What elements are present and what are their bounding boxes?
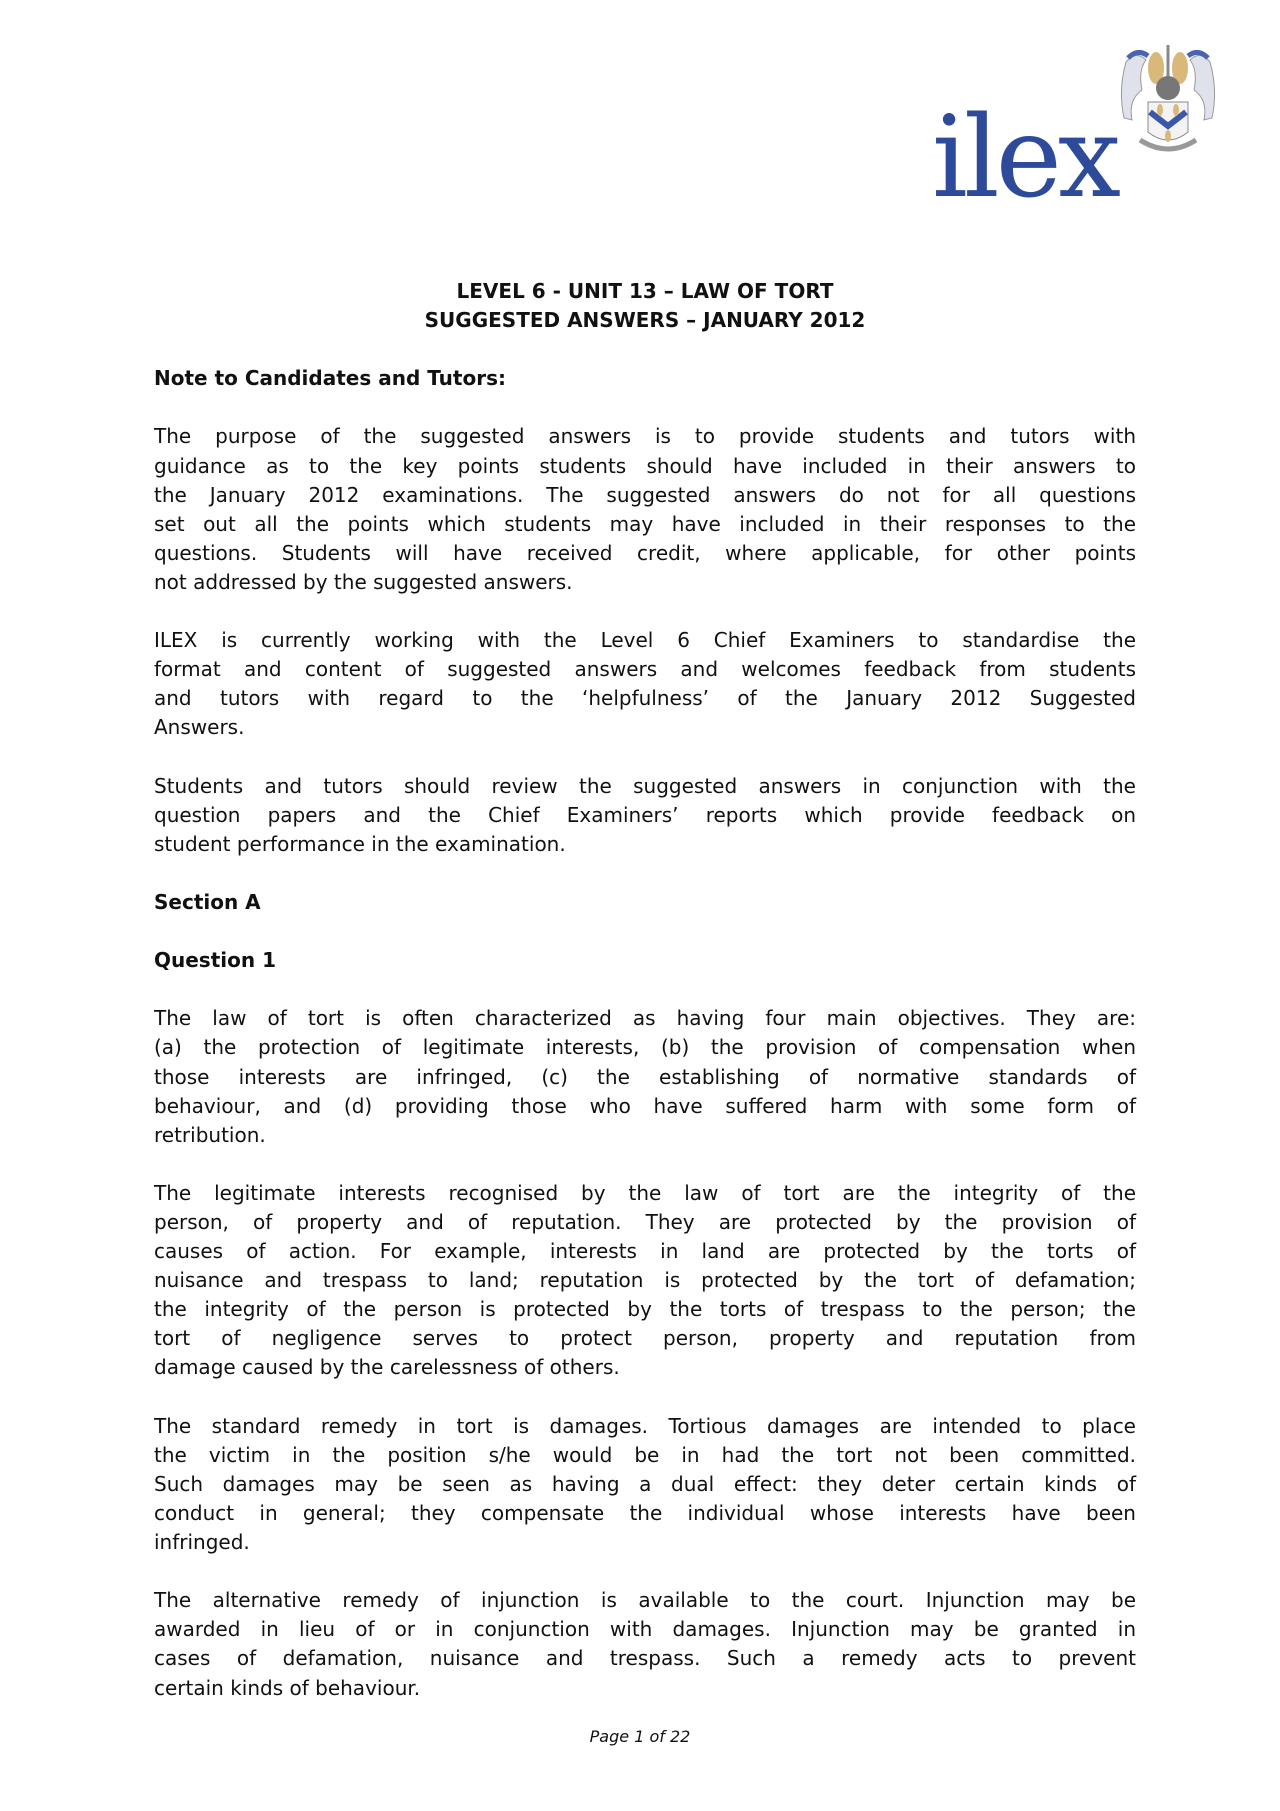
ilex-wordmark: ilex (932, 93, 1118, 223)
paragraph (154, 422, 1136, 597)
coat-of-arms-icon (1118, 40, 1218, 160)
document-title-line-2: SUGGESTED ANSWERS – JANUARY 2012 (424, 308, 866, 333)
paragraph-line: certain kinds of behaviour. (154, 1675, 421, 1700)
paragraph-line: question papers and the Chief Examiners’ reports which provide feedback on (154, 802, 1136, 827)
page-number: Page 1 of 22 (589, 1727, 691, 1746)
paragraph-line: ILEX is currently working with the Level 6 Chief Examiners to standardise the (154, 628, 1136, 653)
paragraph-line: not addressed by the suggested answers. (154, 569, 573, 594)
paragraph-line: The standard remedy in tort is damages. Tortious damages are intended to place (154, 1413, 1136, 1438)
paragraph-line: questions. Students will have received credit, where applicable, for other points (154, 540, 1136, 565)
paragraph-line: The legitimate interests recognised by the law of tort are the integrity of the (154, 1180, 1136, 1205)
paragraph-line: the January 2012 examinations. The suggested answers do not for all questions (154, 482, 1136, 507)
paragraph-line: cases of defamation, nuisance and trespass. Such a remedy acts to prevent (154, 1646, 1136, 1671)
paragraph-line: set out all the points which students may have included in their responses to the (154, 511, 1136, 536)
paragraph-line: damage caused by the carelessness of others. (154, 1355, 620, 1380)
paragraph-line: the integrity of the person is protected by the torts of trespass to the person; the (154, 1297, 1136, 1322)
paragraph-line: infringed. (154, 1530, 250, 1555)
note-heading: Note to Candidates and Tutors: (154, 366, 506, 391)
paragraph (154, 772, 1136, 859)
paragraph (154, 626, 1136, 742)
paragraph-line: retribution. (154, 1122, 266, 1147)
paragraph-line: guidance as to the key points students should have included in their answers to (154, 453, 1136, 478)
ilex-logo (930, 40, 1230, 223)
paragraph-line: the victim in the position s/he would be in had the tort not been committed. (154, 1442, 1136, 1467)
paragraph-line: Answers. (154, 715, 245, 740)
section-heading: Section A (154, 889, 261, 914)
question-heading: Question 1 (154, 948, 276, 973)
paragraph (154, 1412, 1136, 1557)
paragraph (154, 1004, 1136, 1149)
paragraph-line: and tutors with regard to the ‘helpfulness’ of the January 2012 Suggested (154, 686, 1136, 711)
paragraph-line: causes of action. For example, interests in land are protected by the torts of (154, 1239, 1136, 1264)
paragraph (154, 1586, 1136, 1702)
paragraph-line: person, of property and of reputation. They are protected by the provision of (154, 1210, 1136, 1234)
paragraph-line: behaviour, and (d) providing those who have suffered harm with some form of (154, 1093, 1136, 1118)
paragraph-line: those interests are infringed, (c) the establishing of normative standards of (154, 1064, 1136, 1089)
paragraph-line: tort of negligence serves to protect person, property and reputation from (154, 1326, 1136, 1351)
paragraph-line: Such damages may be seen as having a dual effect: they deter certain kinds of (154, 1471, 1136, 1496)
paragraph-line: (a) the protection of legitimate interests, (b) the provision of compensation when (154, 1035, 1136, 1060)
question-answer (154, 1004, 1136, 1731)
paragraph-line: nuisance and trespass to land; reputation is protected by the tort of defamation; (154, 1268, 1136, 1293)
paragraph (154, 1179, 1136, 1383)
paragraph-line: student performance in the examination. (154, 831, 566, 856)
paragraph-line: format and content of suggested answers and welcomes feedback from students (154, 657, 1136, 682)
paragraph-line: The alternative remedy of injunction is available to the court. Injunction may be (154, 1588, 1136, 1613)
note-section (154, 422, 1136, 888)
document-title-line-1: LEVEL 6 - UNIT 13 – LAW OF TORT (456, 279, 834, 303)
paragraph-line: The purpose of the suggested answers is to provide students and tutors with (154, 424, 1136, 449)
paragraph-line: awarded in lieu of or in conjunction with damages. Injunction may be granted in (154, 1617, 1136, 1642)
paragraph-line: conduct in general; they compensate the individual whose interests have been (154, 1500, 1136, 1525)
paragraph-line: The law of tort is often characterized as having four main objectives. They are: (154, 1006, 1136, 1031)
paragraph-line: Students and tutors should review the suggested answers in conjunction with the (154, 773, 1136, 798)
document-body (154, 277, 1136, 1732)
